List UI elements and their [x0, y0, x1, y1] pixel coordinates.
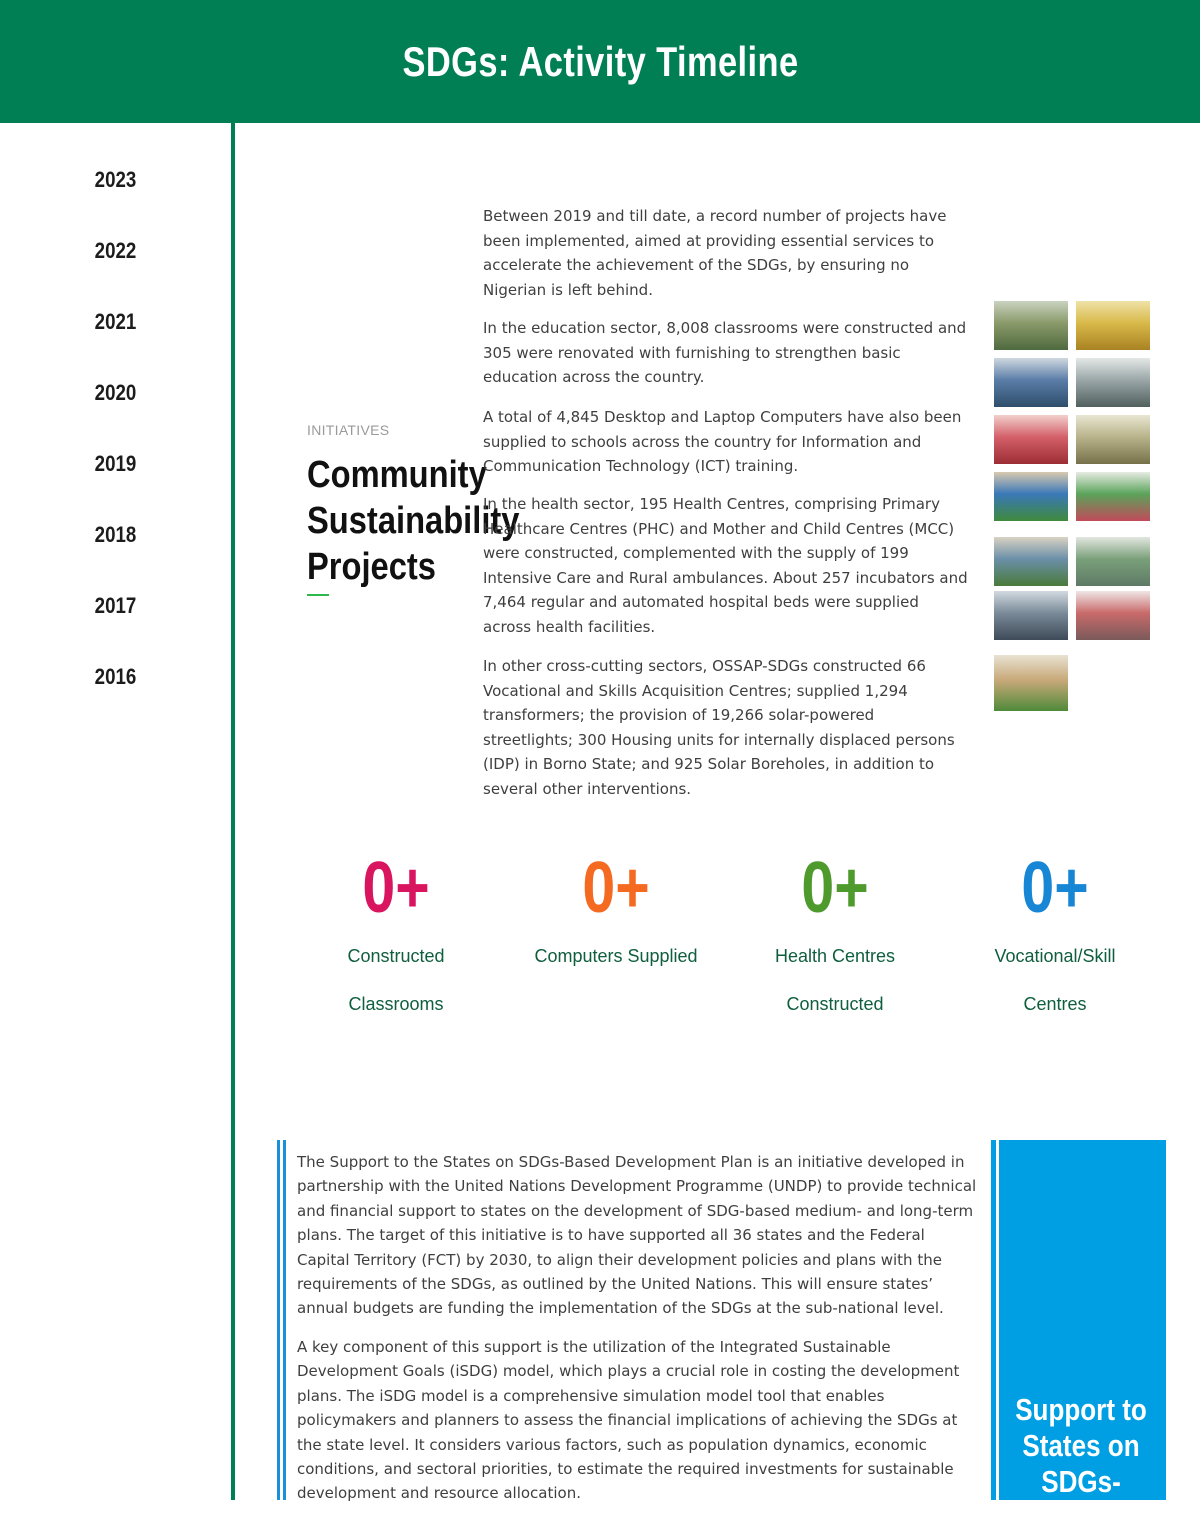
stat-label: Health Centres Constructed [774, 946, 896, 1014]
section-eyebrow: INITIATIVES [307, 422, 390, 438]
year-link-2019[interactable]: 2019 [94, 451, 137, 476]
photo-hospital-ward[interactable] [1076, 358, 1150, 407]
support-title: Support to States on SDGs-Based [1015, 1392, 1147, 1535]
stat-value: 0+ [1021, 848, 1089, 928]
support-border [283, 1140, 286, 1500]
photo-community-gathering[interactable] [994, 301, 1068, 350]
year-link-2017[interactable]: 2017 [94, 593, 137, 618]
year-link-2021[interactable]: 2021 [94, 309, 137, 334]
year-link-2020[interactable]: 2020 [94, 380, 137, 405]
photo-classroom-yellow[interactable] [1076, 301, 1150, 350]
health-paragraph: In the health sector, 195 Health Centres, comprising Primary Healthcare Centres (PHC) and Mother and Child Centres (MCC) were constructed, complemented with the supply of 199 Intensive Care and Rural ambulances. About 257 incubators and 7,464 regular and automated hospital beds were supplied across health facilities. [483, 495, 968, 636]
stat-value: 0+ [801, 848, 869, 928]
photo-ceremony[interactable] [1076, 472, 1150, 521]
stat-label: Constructed Classrooms [347, 946, 445, 1014]
support-paragraph-1: The Support to the States on SDGs-Based Development Plan is an initiative developed in partnership with the United Nations Development Programme (UNDP) to provide technical and financial support to states on the development of SDG-based medium- and long-term plans. The target of this initiative is to have supported all 36 states and the Federal Capital Territory (FCT) by 2030, to align their development policies and plans with the requirements of the SDGs, as outlined by the United Nations. This will ensure states’ annual budgets are funding the implementation of the SDGs at the sub-national level. [297, 1153, 977, 1318]
stat-classrooms [296, 850, 496, 1028]
education-paragraph: In the education sector, 8,008 classrooms were constructed and 305 were renovated with furnishing to strengthen basic education across the country. [483, 319, 967, 386]
section-title: Community Sustainability Projects [307, 454, 520, 588]
photo-vocational-centre[interactable] [994, 655, 1068, 711]
photo-computer-lab[interactable] [994, 358, 1068, 407]
photo-icu-equipment[interactable] [994, 591, 1068, 640]
photo-ambulance[interactable] [1076, 591, 1150, 640]
photo-building-exterior[interactable] [994, 472, 1068, 521]
stat-computers [516, 850, 716, 980]
stat-vocational-centres [955, 850, 1155, 1028]
photo-roadside-building[interactable] [1076, 537, 1150, 586]
panel-accent-line [996, 1140, 999, 1500]
year-link-2016[interactable]: 2016 [94, 664, 137, 689]
page-title: SDGs: Activity Timeline [401, 37, 799, 85]
timeline-divider [231, 123, 235, 1500]
year-link-2023[interactable]: 2023 [94, 167, 137, 192]
cross-cutting-paragraph: In other cross-cutting sectors, OSSAP-SDGs constructed 66 Vocational and Skills Acquisition Centres; supplied 1,294 transformers; the provision of 19,266 solar-powered streetlights; 300 Housing units for internally displaced persons (IDP) in Borno State; and 925 Solar Boreholes, in addition to several other interventions. [483, 657, 955, 798]
support-paragraph-2: A key component of this support is the utilization of the Integrated Sustainable Development Goals (iSDG) model, which plays a crucial role in costing the development plans. The iSDG model is a comprehensive simulation model tool that enables policymakers and planners to assess the financial implications of achieving the SDGs at the state level. It considers various factors, such as population dynamics, economic conditions, and sectoral priorities, to estimate the required investments for sustainable development and resource allocation. [297, 1338, 960, 1503]
photo-equipment-room[interactable] [1076, 415, 1150, 464]
stat-value: 0+ [362, 848, 430, 928]
photo-housing-estate[interactable] [994, 537, 1068, 586]
year-link-2022[interactable]: 2022 [94, 238, 137, 263]
stat-label: Vocational/Skill Centres [994, 946, 1116, 1014]
intro-paragraph: Between 2019 and till date, a record number of projects have been implemented, aimed at providing essential services to accelerate the achievement of the SDGs, by ensuring no Nigerian is left behind. [483, 207, 947, 299]
support-title-panel [991, 1140, 1166, 1535]
stat-label: Computers Supplied [534, 946, 698, 966]
title-underline [307, 594, 329, 596]
stat-health-centres [735, 850, 935, 1028]
stat-value: 0+ [582, 848, 650, 928]
photo-pink-beds[interactable] [994, 415, 1068, 464]
year-link-2018[interactable]: 2018 [94, 522, 137, 547]
support-border [277, 1140, 280, 1500]
page-header [0, 0, 1200, 123]
ict-paragraph: A total of 4,845 Desktop and Laptop Computers have also been supplied to schools across the country for Information and Communication Technology (ICT) training. [483, 408, 962, 475]
